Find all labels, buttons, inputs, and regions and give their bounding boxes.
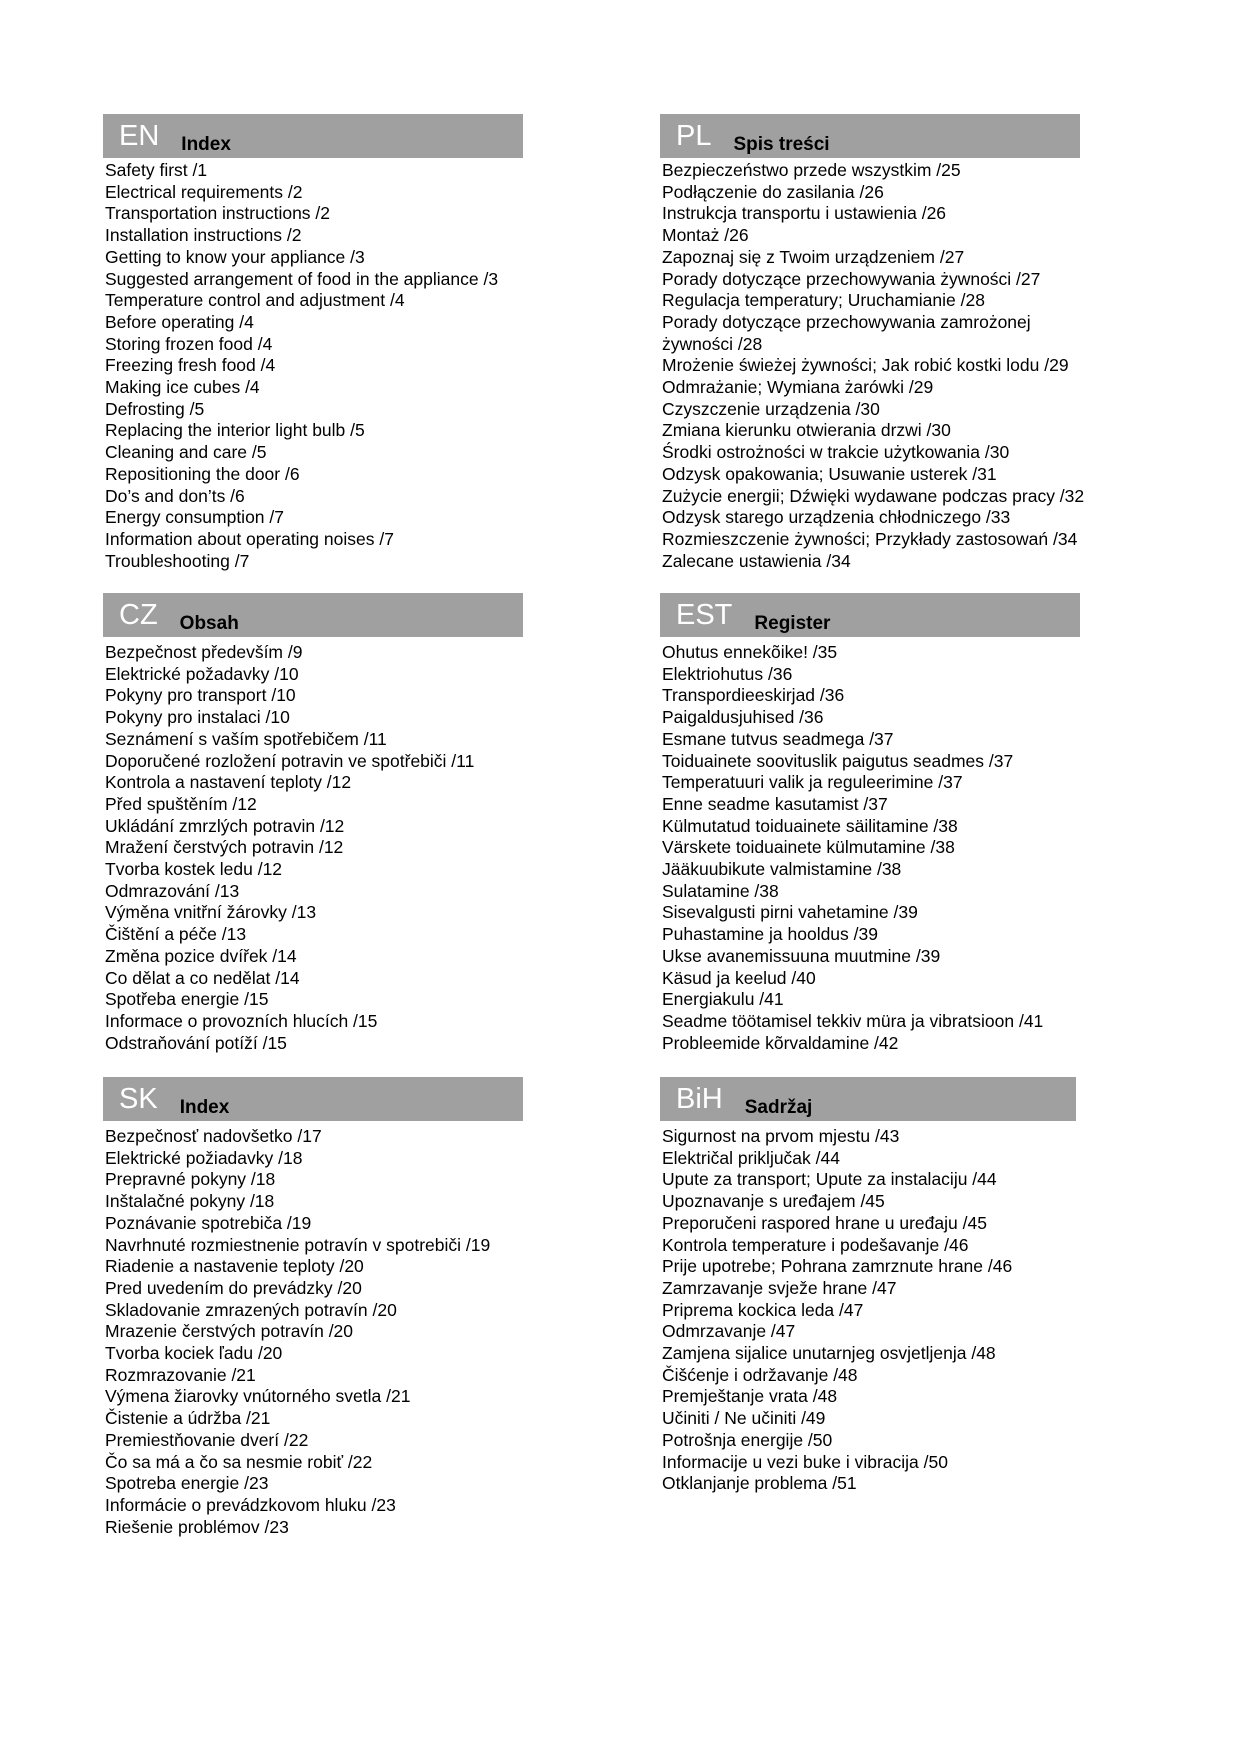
- index-entry: Transpordieeskirjad /36: [662, 685, 845, 706]
- index-entry: Jääkuubikute valmistamine /38: [662, 859, 902, 880]
- index-entry: Inštalačné pokyny /18: [105, 1191, 275, 1212]
- index-entry: Preporučeni raspored hrane u uređaju /45: [662, 1212, 987, 1233]
- index-entry: Poznávanie spotrebiča /19: [105, 1212, 312, 1233]
- language-code: PL: [676, 120, 712, 152]
- index-list: [103, 642, 523, 1054]
- index-entry: Cleaning and care /5: [105, 442, 267, 463]
- index-entry: Čišćenje i održavanje /48: [662, 1364, 858, 1385]
- index-entry: Montaż /26: [662, 225, 749, 246]
- index-entry: Doporučené rozložení potravin ve spotřebiči /11: [105, 750, 475, 771]
- index-entry: Prepravné pokyny /18: [105, 1169, 276, 1190]
- index-entry: Před spuštěním /12: [105, 793, 257, 814]
- language-code: SK: [119, 1083, 158, 1115]
- index-entry: Změna pozice dvířek /14: [105, 945, 297, 966]
- index-entry: Ohutus ennekõike! /35: [662, 642, 838, 662]
- section-en: [103, 114, 523, 572]
- index-entry: Electrical requirements /2: [105, 181, 303, 202]
- index-entry: Tvorba kostek ledu /12: [105, 859, 283, 880]
- index-entry: Co dělat a co nedělat /14: [105, 967, 300, 988]
- section-title: Spis treści: [733, 134, 830, 155]
- section-est: [660, 593, 1080, 1054]
- index-entry: Esmane tutvus seadmega /37: [662, 728, 894, 749]
- section-title: Index: [181, 134, 231, 155]
- index-entry: Making ice cubes /4: [105, 377, 260, 398]
- section-sk: [103, 1077, 523, 1538]
- index-entry: Paigaldusjuhised /36: [662, 707, 824, 728]
- index-entry: Toiduainete soovituslik paigutus seadmes /37: [662, 750, 1014, 771]
- index-entry: Kontrola a nastavení teploty /12: [105, 772, 352, 793]
- index-entry: Käsud ja keelud /40: [662, 967, 816, 988]
- index-entry: Regulacja temperatury; Uruchamianie /28: [662, 290, 985, 311]
- index-entry: Odmrzavanje /47: [662, 1321, 796, 1342]
- index-entry: Pokyny pro transport /10: [105, 685, 296, 706]
- index-entry: Värskete toiduainete külmutamine /38: [662, 837, 955, 858]
- index-entry: Čo sa má a čo sa nesmie robiť /22: [105, 1451, 373, 1472]
- section-header: [660, 593, 1080, 637]
- index-entry: Puhastamine ja hooldus /39: [662, 924, 878, 945]
- index-entry: Učiniti / Ne učiniti /49: [662, 1408, 826, 1429]
- index-entry: Instrukcja transportu i ustawienia /26: [662, 203, 947, 224]
- language-code: EN: [119, 120, 160, 152]
- index-entry: Freezing fresh food /4: [105, 355, 276, 376]
- index-entry: Skladovanie zmrazených potravín /20: [105, 1299, 397, 1320]
- index-entry: Sisevalgusti pirni vahetamine /39: [662, 902, 918, 923]
- index-entry: Čištění a péče /13: [105, 924, 247, 945]
- index-entry: Seadme töötamisel tekkiv müra ja vibratsioon /41: [662, 1010, 1044, 1031]
- index-entry: Rozmieszczenie żywności; Przykłady zastosowań /34: [662, 528, 1078, 549]
- index-entry: Podłączenie do zasilania /26: [662, 181, 884, 202]
- index-entry: Pred uvedením do prevádzky /20: [105, 1277, 362, 1298]
- index-entry: Storing frozen food /4: [105, 333, 273, 354]
- index-entry: Replacing the interior light bulb /5: [105, 420, 365, 441]
- index-entry: Temperatuuri valik ja reguleerimine /37: [662, 772, 963, 793]
- index-entry: Installation instructions /2: [105, 225, 302, 246]
- index-entry: Upute za transport; Upute za instalaciju /44: [662, 1169, 997, 1190]
- index-entry: Čistenie a údržba /21: [105, 1408, 271, 1429]
- section-header: [103, 114, 523, 158]
- index-entry: Upoznavanje s uređajem /45: [662, 1191, 885, 1212]
- index-entry: Odzysk opakowania; Usuwanie usterek /31: [662, 463, 997, 484]
- index-entry: Zamjena sijalice unutarnjeg osvjetljenja /48: [662, 1343, 996, 1364]
- index-entry: Električal priključak /44: [662, 1147, 840, 1168]
- section-title: Obsah: [179, 613, 239, 634]
- index-entry: Mrożenie świeżej żywności; Jak robić kostki lodu /29: [662, 355, 1069, 376]
- index-entry: Zalecane ustawienia /34: [662, 550, 851, 571]
- index-entry: Riešenie problémov /23: [105, 1516, 289, 1537]
- language-code: BiH: [676, 1083, 723, 1115]
- index-entry: Bezpečnosť nadovšetko /17: [105, 1126, 322, 1146]
- index-entry: Środki ostrożności w trakcie użytkowania /30: [662, 442, 1010, 463]
- index-entry: żywności /28: [662, 333, 763, 354]
- index-entry: Zamrzavanje svježe hrane /47: [662, 1277, 897, 1298]
- index-entry: Elektriohutus /36: [662, 663, 793, 684]
- index-entry: Probleemide kõrvaldamine /42: [662, 1032, 899, 1053]
- index-entry: Premiestňovanie dverí /22: [105, 1429, 309, 1450]
- index-entry: Suggested arrangement of food in the appliance /3: [105, 268, 499, 289]
- index-entry: Mrazenie čerstvých potravín /20: [105, 1321, 354, 1342]
- index-entry: Riadenie a nastavenie teploty /20: [105, 1256, 364, 1277]
- index-entry: Spotreba energie /23: [105, 1473, 269, 1494]
- index-entry: Kontrola temperature i podešavanje /46: [662, 1234, 969, 1255]
- index-entry: Information about operating noises /7: [105, 528, 394, 549]
- index-list: [660, 1126, 1076, 1495]
- index-entry: Navrhnuté rozmiestnenie potravín v spotrebiči /19: [105, 1234, 491, 1255]
- index-entry: Rozmrazovanie /21: [105, 1364, 256, 1385]
- index-entry: Zapoznaj się z Twoim urządzeniem /27: [662, 246, 965, 267]
- section-bih: [660, 1077, 1076, 1495]
- index-entry: Enne seadme kasutamist /37: [662, 793, 888, 814]
- index-entry: Czyszczenie urządzenia /30: [662, 398, 880, 419]
- section-header: [660, 1077, 1076, 1121]
- index-entry: Bezpečnost především /9: [105, 642, 303, 662]
- index-entry: Troubleshooting /7: [105, 550, 250, 571]
- index-entry: Otklanjanje problema /51: [662, 1473, 857, 1494]
- index-entry: Informácie o prevádzkovom hluku /23: [105, 1494, 396, 1515]
- index-entry: Zmiana kierunku otwierania drzwi /30: [662, 420, 951, 441]
- index-list: [660, 642, 1080, 1054]
- index-entry: Priprema kockica leda /47: [662, 1299, 864, 1320]
- index-entry: Informace o provozních hlucích /15: [105, 1010, 378, 1031]
- language-code: EST: [676, 599, 733, 631]
- index-entry: Elektrické požiadavky /18: [105, 1147, 303, 1168]
- index-entry: Do’s and don’ts /6: [105, 485, 245, 506]
- index-entry: Ukse avanemissuuna muutmine /39: [662, 945, 941, 966]
- index-entry: Porady dotyczące przechowywania żywności /27: [662, 268, 1041, 289]
- index-entry: Porady dotyczące przechowywania zamrożonej: [662, 311, 1031, 332]
- index-entry: Výměna vnitřní žárovky /13: [105, 902, 317, 923]
- index-entry: Informacije u vezi buke i vibracija /50: [662, 1451, 948, 1472]
- index-entry: Zużycie energii; Dźwięki wydawane podczas pracy /32: [662, 485, 1085, 506]
- section-cz: [103, 593, 523, 1054]
- index-entry: Odmrazování /13: [105, 880, 240, 901]
- index-entry: Seznámení s vaším spotřebičem /11: [105, 728, 387, 749]
- index-list: [103, 1126, 523, 1538]
- index-entry: Repositioning the door /6: [105, 463, 300, 484]
- section-title: Register: [754, 613, 831, 634]
- index-entry: Odmrażanie; Wymiana żarówki /29: [662, 377, 934, 398]
- section-pl: [660, 114, 1085, 572]
- index-entry: Temperature control and adjustment /4: [105, 290, 405, 311]
- index-entry: Transportation instructions /2: [105, 203, 331, 224]
- language-code: CZ: [119, 599, 158, 631]
- index-entry: Mražení čerstvých potravin /12: [105, 837, 344, 858]
- section-title: Sadržaj: [744, 1097, 813, 1118]
- index-entry: Energy consumption /7: [105, 507, 284, 528]
- index-entry: Safety first /1: [105, 160, 208, 180]
- index-entry: Odzysk starego urządzenia chłodniczego /33: [662, 507, 1011, 528]
- index-entry: Ukládání zmrzlých potravin /12: [105, 815, 345, 836]
- index-entry: Potrošnja energije /50: [662, 1429, 833, 1450]
- index-entry: Tvorba kociek ľadu /20: [105, 1343, 283, 1364]
- index-entry: Sigurnost na prvom mjestu /43: [662, 1126, 900, 1146]
- index-entry: Odstraňování potíží /15: [105, 1032, 287, 1053]
- index-entry: Spotřeba energie /15: [105, 989, 269, 1010]
- index-entry: Bezpieczeństwo przede wszystkim /25: [662, 160, 961, 180]
- section-header: [103, 593, 523, 637]
- index-entry: Premještanje vrata /48: [662, 1386, 838, 1407]
- index-entry: Výmena žiarovky vnútorného svetla /21: [105, 1386, 411, 1407]
- index-entry: Prije upotrebe; Pohrana zamrznute hrane /46: [662, 1256, 1013, 1277]
- section-title: Index: [179, 1097, 230, 1118]
- index-list: [660, 160, 1085, 572]
- index-entry: Sulatamine /38: [662, 880, 779, 901]
- index-entry: Defrosting /5: [105, 398, 205, 419]
- index-entry: Getting to know your appliance /3: [105, 246, 365, 267]
- index-list: [103, 160, 523, 572]
- section-header: [103, 1077, 523, 1121]
- index-entry: Külmutatud toiduainete säilitamine /38: [662, 815, 958, 836]
- index-entry: Before operating /4: [105, 311, 254, 332]
- index-entry: Pokyny pro instalaci /10: [105, 707, 290, 728]
- index-entry: Energiakulu /41: [662, 989, 784, 1010]
- index-entry: Elektrické požadavky /10: [105, 663, 299, 684]
- section-header: [660, 114, 1080, 158]
